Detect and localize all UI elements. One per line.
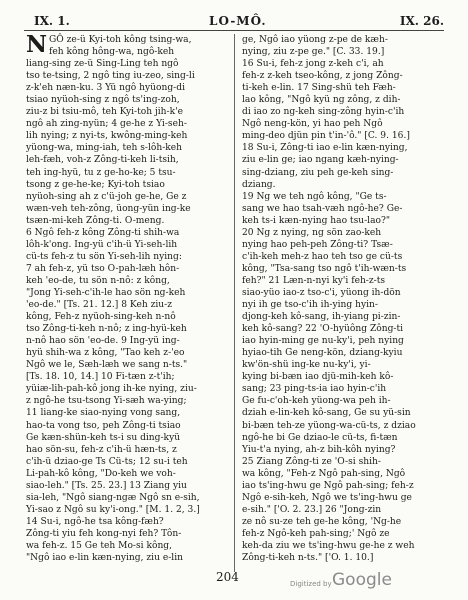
text-line: [26, 215, 226, 227]
text-line: [26, 179, 226, 191]
text-line: [26, 227, 226, 239]
line-text: ziu e-lin ge; iao ngang kæh-nying-: [242, 155, 399, 166]
line-text: ge, Ngô iao yüong z-pe de kæh-: [242, 35, 388, 45]
line-text: Li-pah-kô kông, "Do-keh we voh-: [26, 468, 176, 479]
text-line: [242, 456, 442, 468]
line-text: wæn-veh teh-zông, üong-yün ing-ke: [26, 203, 191, 214]
line-text: dziah e-lin-keh kô-sang, Ge su yü-sin: [242, 408, 411, 419]
line-text: keh kô-sang? 22 'O-hyüông Zông-ti: [242, 324, 404, 335]
text-line: [242, 239, 442, 251]
line-text: di iao zo ng-keh sing-zông hyin-c'ih: [242, 107, 405, 118]
text-line: [26, 287, 226, 299]
line-text: dziang.: [242, 179, 276, 190]
line-text: ziu-z bi tsiu-mô, teh Kyi-toh jih-k'e: [26, 107, 184, 118]
text-line: [26, 468, 226, 480]
text-line: [26, 70, 226, 82]
line-text: Zông-ti-keh n-ts." ['O. 1. 10.]: [242, 553, 374, 564]
line-text: Ngô neng-kön, yi hao peh Ngô: [242, 119, 383, 130]
line-text: hao-ta vong tso, peh Zông-ti tsiao: [26, 420, 181, 431]
page-header: [24, 10, 444, 30]
line-text: lao kông, "Ngô kyü ng zông, z dih-: [242, 95, 401, 106]
text-line: [26, 239, 226, 251]
text-line: [26, 275, 226, 287]
text-line: [242, 504, 442, 516]
line-text: lôh-k'ong. Ing-yü c'ih-ü Yi-seh-lih: [26, 239, 178, 250]
page-footer: [0, 570, 468, 594]
line-text: Yi-sao z Ngô su ky'i-ong." [M. 1. 2, 3.]: [26, 504, 200, 515]
text-line: [242, 275, 442, 287]
text-line: [26, 106, 226, 118]
line-text: hao sön-su, feh-z c'ih-ü hæn-ts, z: [26, 444, 177, 455]
line-text: 11 liang-ke siao-nying vong sang,: [26, 408, 181, 419]
chapter-ref-right: IX. 26.: [399, 14, 444, 28]
text-line: [26, 167, 226, 179]
line-text: Ge fu-c'oh-keh yüong-wa peh ih-: [242, 396, 391, 407]
line-text: feh?" 21 Læn-n-nyi ky'i feh-z-ts: [242, 275, 386, 286]
line-text: 19 Ng we teh ngô kông, "Ge ts-: [242, 191, 387, 202]
text-line: [26, 263, 226, 275]
text-line: [26, 504, 226, 516]
text-line: [26, 444, 226, 456]
line-text: nying, ziu z-pe ge." [C. 33. 19.]: [242, 47, 385, 58]
line-text: hyü shih-wa z kông, "Tao keh z-'eo: [26, 348, 185, 359]
text-line: [242, 58, 442, 70]
text-line: [242, 359, 442, 371]
line-text: e-sih." ['O. 2. 23.] 26 "Jong-zin: [242, 504, 382, 515]
line-text: djong-keh kô-sang, ih-yiang pi-zin-: [242, 312, 401, 323]
text-line: [26, 46, 226, 58]
line-text: c'ih-ü dziao-ge Ts Cü-ts; 12 su-i teh: [26, 456, 188, 467]
line-text: kying bi-bæn iao djü-mih-keh kô-: [242, 372, 394, 383]
text-line: [26, 432, 226, 444]
text-line: [242, 215, 442, 227]
text-line: [26, 191, 226, 203]
text-line: [242, 323, 442, 335]
text-line: [26, 540, 226, 552]
line-text: ming-deo djün pin t'in-'ô." [C. 9. 16.]: [242, 131, 410, 142]
chapter-ref-left: IX. 1.: [34, 14, 70, 28]
line-text: 14 Su-i, ngô-he tsa kông-fæh?: [26, 516, 164, 527]
line-text: keh 'eo-de, tu sön n-nô: z kông,: [26, 275, 170, 286]
line-text: hyiao-tih Ge neng-kön, dziang-kyiu: [242, 348, 403, 359]
text-line: [242, 191, 442, 203]
line-text: 6 Ngô feh-z kông Zông-ti shih-wa: [26, 227, 180, 238]
line-text: yüiæ-lih-pah-kô jong ih-ke nying, ziu-: [26, 384, 197, 395]
text-line: [242, 130, 442, 142]
text-line: [242, 227, 442, 239]
line-text: 25 Ziang Zông-ti ze 'O-si shih-: [242, 456, 381, 467]
text-line: [26, 347, 226, 359]
text-line: [26, 58, 226, 70]
text-line: [26, 118, 226, 130]
text-line: [242, 492, 442, 504]
line-text: bi-bæn teh-ze yüong-wa-cü-ts, z dziao: [242, 420, 416, 431]
text-line: [242, 142, 442, 154]
digitized-by-label: Digitized by: [290, 580, 332, 588]
line-text: 18 Su-i, Zông-ti iao e-lin kæn-nying,: [242, 143, 408, 154]
line-text: "Ngô iao e-lin kæn-nying, ziu e-lin: [26, 553, 183, 564]
text-line: [26, 311, 226, 323]
text-line: [242, 34, 442, 46]
header-rule: [24, 30, 444, 31]
line-text: sing-dziang, ziu peh ge-keh sing-: [242, 167, 394, 178]
line-text: 16 Su-i, feh-z jong z-keh c'i, ah: [242, 59, 384, 70]
text-line: [242, 444, 442, 456]
text-line: [242, 70, 442, 82]
text-line: [26, 154, 226, 166]
line-text: feh-z Ngô-keh pah-sing;' Ngô ze: [242, 528, 390, 539]
text-line: [242, 263, 442, 275]
line-text: tsæn-mi-keh Zông-ti. O-meng.: [26, 215, 165, 226]
line-text: nying hao peh-peh Zông-ti? Tsæ-: [242, 239, 393, 250]
line-text: z ngô-he tsu-tsong Yi-sæh wa-ying;: [26, 396, 187, 407]
line-text: wa feh-z. 15 Ge teh Mo-si kông,: [26, 540, 173, 551]
right-column: [242, 34, 442, 564]
text-line: [26, 82, 226, 94]
text-line: [26, 371, 226, 383]
line-text: Ngô we le, Sæh-læh we sang n-ts.": [26, 360, 188, 371]
text-line: [26, 299, 226, 311]
line-text: leh-fæh, voh-z Zông-ti-keh li-tsih,: [26, 155, 179, 166]
line-text: iao ts'ing-hwu ge Ngô pah-sing; feh-z: [242, 480, 414, 491]
line-text: kông, "Tsa-sang tso ngô t'ih-wæn-ts: [242, 263, 407, 274]
text-line: [26, 203, 226, 215]
text-line: [242, 407, 442, 419]
text-line: [242, 432, 442, 444]
text-line: [242, 179, 442, 191]
page-number: 204: [216, 570, 239, 584]
text-line: [26, 142, 226, 154]
running-title: LO-MÔ.: [209, 14, 267, 28]
text-line: [242, 528, 442, 540]
text-line: [26, 480, 226, 492]
line-text: nyüoh-sing ah z c'ü-joh ge-he, Ge z: [26, 191, 187, 202]
line-text: 20 Ng z nying, ng sön zao-keh: [242, 227, 382, 238]
line-text: kông, Feh-z nyüoh-sing-keh n-nô: [26, 312, 176, 323]
line-text: n-nô hao sön 'eo-de. 9 Ing-yü ing-: [26, 336, 180, 347]
text-line: [26, 359, 226, 371]
text-line: [242, 46, 442, 58]
text-line: [242, 516, 442, 528]
line-text: siao-leh." [Ts. 25. 23.] 13 Ziang yiu: [26, 480, 187, 491]
text-line: [26, 130, 226, 142]
line-text: [Ts. 18. 10, 14.] 10 Fi-tæn z-t'ih;: [26, 372, 175, 383]
line-text: GÔ ze-ü Kyi-toh kông tsing-wa,: [49, 35, 192, 45]
text-line: [26, 323, 226, 335]
text-line: [242, 480, 442, 492]
line-text: Ngô e-sih-keh, Ngô we ts'ing-hwu ge: [242, 492, 412, 503]
line-text: c'ih-keh meh-z hao teh tso ge cü-ts: [242, 251, 403, 262]
text-line: [242, 154, 442, 166]
line-text: Yiu-t'a nying, ah-z bih-kôh nying?: [242, 444, 396, 455]
line-text: sang we hao tsah-væh ngô-he? Ge-: [242, 203, 403, 214]
line-text: nyi ih ge tso-c'ih ih-ying hyin-: [242, 300, 378, 311]
text-line: [242, 82, 442, 94]
text-line: [26, 407, 226, 419]
line-text: ngô ah zing-nyün; 4 ge-he z Yi-seh-: [26, 119, 187, 130]
text-line: [242, 552, 442, 564]
line-text: yüong-wa, ming-iah, teh s-lôh-keh: [26, 143, 183, 154]
text-line: [242, 468, 442, 480]
text-line: [242, 299, 442, 311]
text-line: [26, 335, 226, 347]
line-text: Zông-ti yiu feh kong-nyi feh? Tôn-: [26, 528, 182, 539]
line-text: siao-yüo iao-z tso-c'i, yüong ih-dön: [242, 287, 401, 298]
text-line: [26, 516, 226, 528]
line-text: ngô-he bi Ge dziao-le cü-ts, fi-tæn: [242, 432, 398, 443]
text-line: [26, 552, 226, 564]
line-text: kw'ön-shü ing-ke nu-ky'i, yi-: [242, 360, 371, 371]
text-line: [242, 251, 442, 263]
line-text: ze nô su-ze teh ge-he kông, 'Ng-he: [242, 516, 402, 527]
line-text: liang-sing ze-ü Sing-Ling teh ngô: [26, 59, 179, 70]
text-line: [26, 492, 226, 504]
line-text: Ge kæn-shün-keh ts-i su ding-kyü: [26, 432, 181, 443]
text-line: [26, 456, 226, 468]
line-text: 7 ah feh-z, yü tso O-pah-læh hôn-: [26, 263, 180, 274]
column-divider: [234, 34, 235, 572]
line-text: sang; 23 ping-ts-ia iao hyin-c'ih: [242, 384, 387, 395]
line-text: lih nying; z nyi-ts, kwông-ming-keh: [26, 131, 188, 142]
text-line: [242, 347, 442, 359]
text-line: [242, 203, 442, 215]
text-line: [242, 540, 442, 552]
line-text: wa kông, "Feh-z Ngô pah-sing, Ngô: [242, 468, 406, 479]
line-text: "Jong Yi-seh-c'ih-le hao sön ng-keh: [26, 287, 186, 298]
line-text: teh ing-hyü, tu z ge-ho-ke; 5 tsu-: [26, 167, 176, 178]
line-text: cü-ts feh-z tu sön Yi-seh-lih nying:: [26, 251, 182, 262]
text-line: [26, 94, 226, 106]
line-text: feh-z z-keh tseo-kông, z jong Zông-: [242, 71, 403, 82]
text-line: [242, 106, 442, 118]
text-line: [242, 371, 442, 383]
line-text: keh ts-i kæn-nying hao tsu-lao?": [242, 215, 391, 226]
drop-cap: N: [26, 31, 48, 58]
line-text: tso te-tsing, 2 ngô ting iu-zeo, sing-li: [26, 71, 195, 82]
text-line: [26, 395, 226, 407]
line-text: z-k'eh næn-ku. 3 Yü ngô hyüong-di: [26, 83, 185, 94]
line-text: feh kông hông-wa, ngô-keh: [49, 47, 175, 58]
line-text: tsong z ge-he-ke; Kyi-toh tsiao: [26, 179, 165, 190]
line-text: keh-da ziu we ts'ing-hwu ge-he z weh: [242, 540, 415, 551]
text-line: [242, 335, 442, 347]
text-line: [26, 420, 226, 432]
text-line: [242, 311, 442, 323]
line-text: 'eo-de." [Ts. 21. 12.] 8 Keh ziu-z: [26, 300, 173, 311]
text-line: [242, 383, 442, 395]
text-line: [26, 383, 226, 395]
text-line: [26, 251, 226, 263]
text-line: [242, 118, 442, 130]
left-column: [26, 31, 226, 564]
text-line: [242, 94, 442, 106]
line-text: sia-leh, "Ngô siang-ngæ Ngô sn e-sih,: [26, 492, 200, 503]
text-line: [26, 528, 226, 540]
text-line: [242, 395, 442, 407]
line-text: ti-keh e-lin. 17 Sing-shü teh Fæh-: [242, 83, 396, 94]
line-text: tsiao nyüoh-sing z ngô ts'ing-zoh,: [26, 95, 180, 106]
line-text: tso Zông-ti-keh n-nô; z ing-hyü-keh: [26, 324, 187, 335]
text-line: [242, 167, 442, 179]
text-line: [242, 287, 442, 299]
line-text: iao hyin-ming ge nu-ky'i, peh nying: [242, 336, 404, 347]
google-watermark: Google: [332, 570, 392, 590]
text-line: [242, 420, 442, 432]
